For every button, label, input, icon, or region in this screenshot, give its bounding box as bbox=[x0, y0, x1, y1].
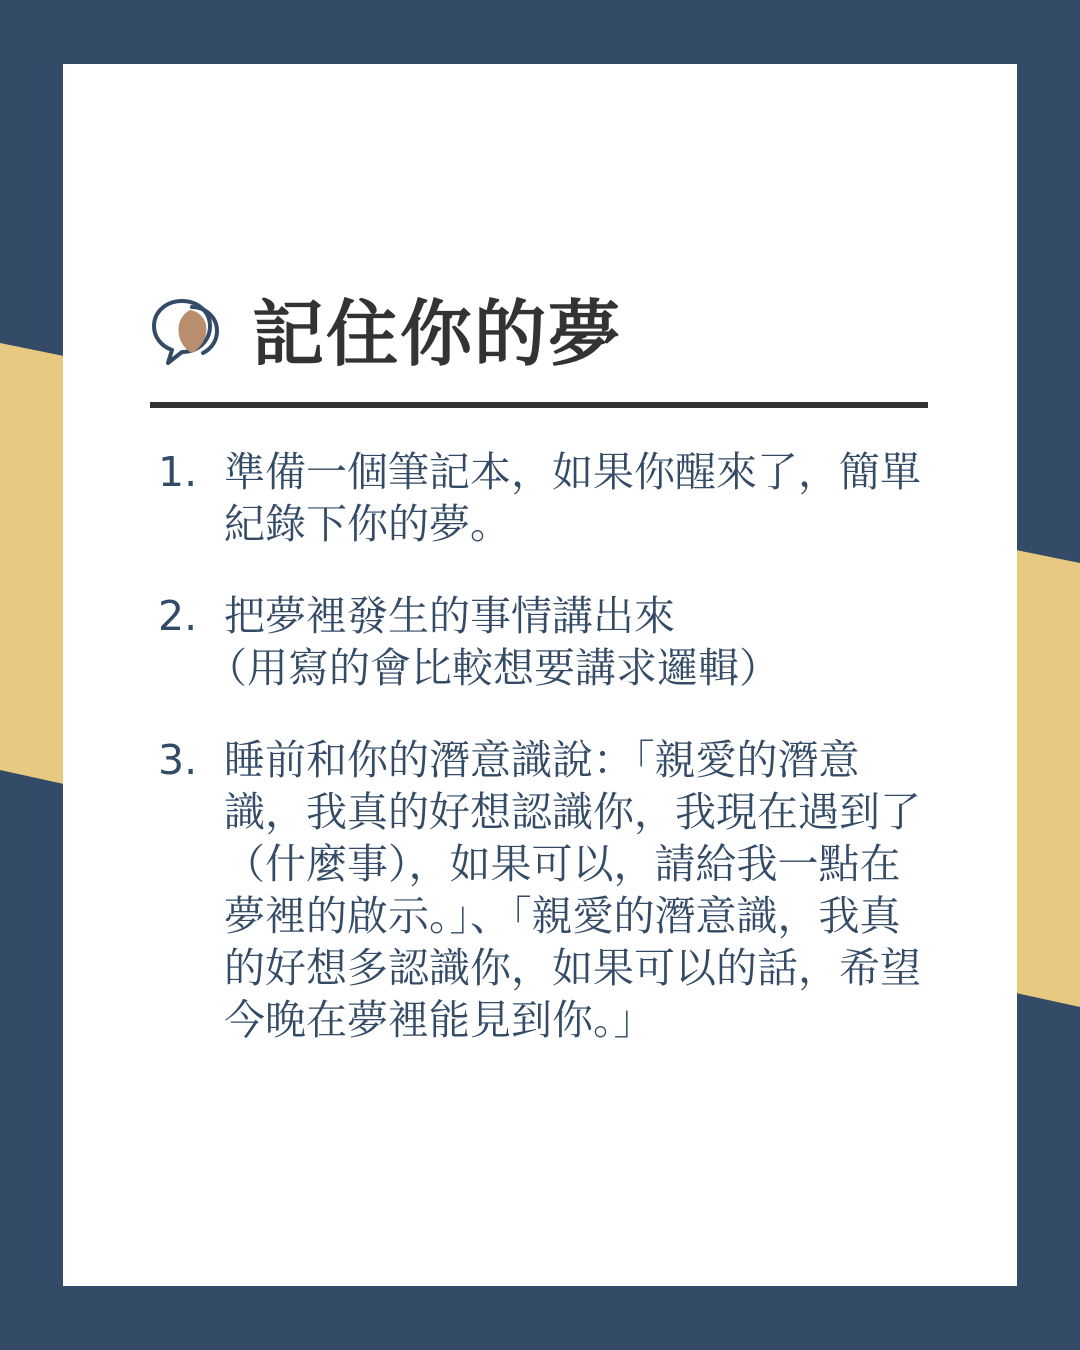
item-text: 把夢裡發生的事情講出來 bbox=[224, 592, 675, 640]
tips-list bbox=[158, 446, 933, 1086]
list-item bbox=[158, 734, 933, 1046]
content-card bbox=[63, 64, 1017, 1286]
item-note: （用寫的會比較想要講求邏輯） bbox=[206, 644, 780, 692]
item-text: 睡前和你的潛意識說：「親愛的潛意識，我真的好想認識你，我現在遇到了（什麼事），如果可以，請給我一點在夢裡的啟示。」、「親愛的潛意識，我真的好想多認識你，如果可以的話，希望今晚在夢裡能見到你。」 bbox=[224, 736, 921, 1044]
item-text: 準備一個筆記本，如果你醒來了，簡單紀錄下你的夢。 bbox=[224, 448, 921, 548]
item-number: 1. bbox=[158, 448, 198, 496]
list-item bbox=[158, 590, 933, 694]
page-title: 記住你的夢 bbox=[252, 292, 623, 376]
item-number: 3. bbox=[158, 736, 198, 784]
title-row bbox=[150, 289, 622, 379]
speech-bubbles-icon bbox=[150, 297, 228, 371]
title-divider bbox=[150, 402, 928, 408]
list-item bbox=[158, 446, 933, 550]
item-number: 2. bbox=[158, 592, 198, 640]
